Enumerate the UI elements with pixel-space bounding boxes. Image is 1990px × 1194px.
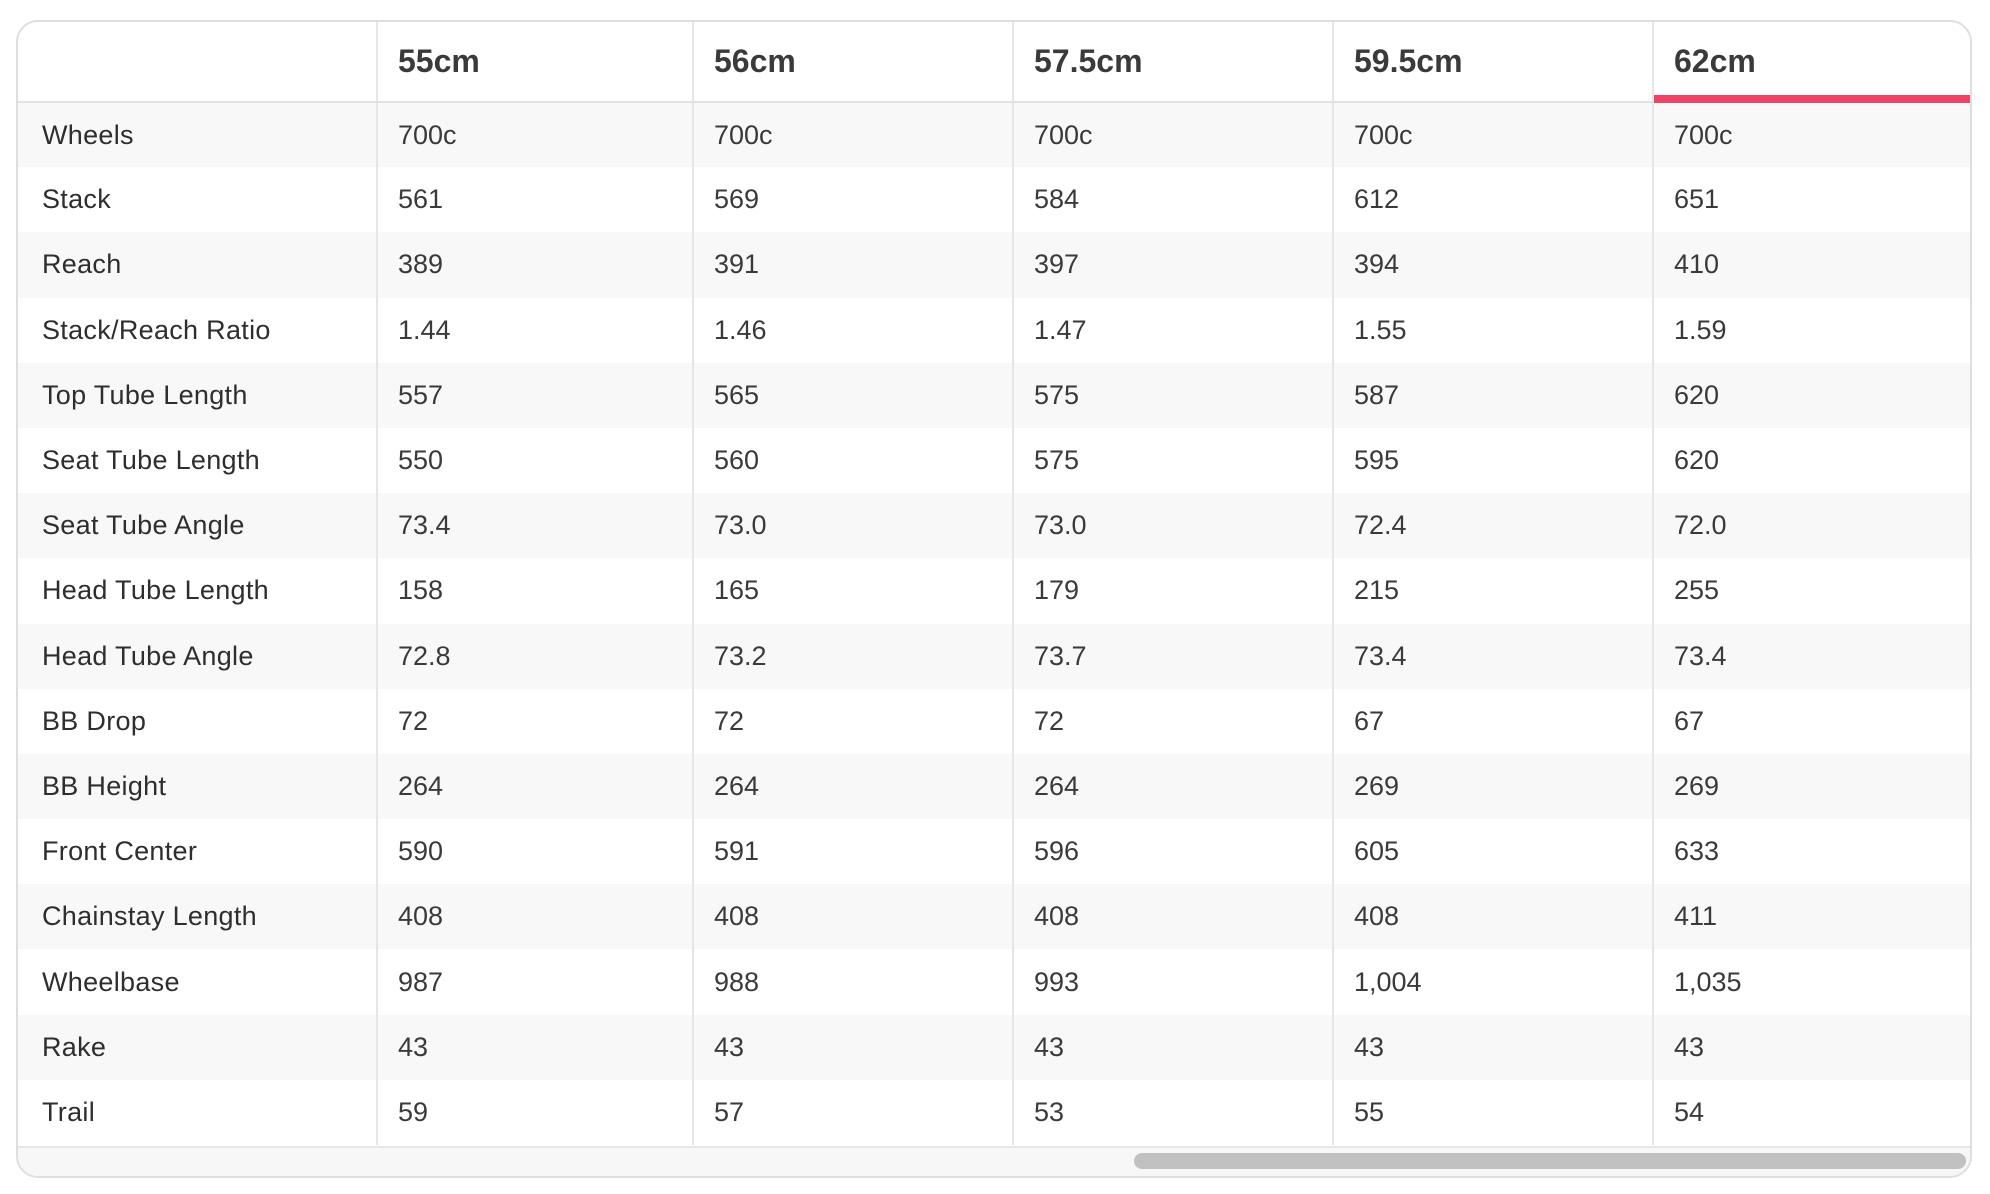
row-label: Head Tube Angle	[18, 624, 377, 689]
table-cell: 397	[1013, 232, 1333, 297]
row-label: BB Height	[18, 754, 377, 819]
table-cell: 73.2	[693, 624, 1013, 689]
table-cell: 612	[1333, 167, 1653, 232]
table-row	[18, 624, 1972, 689]
table-cell: 633	[1653, 819, 1972, 884]
table-cell: 55	[1333, 1080, 1653, 1145]
size-header-62cm-active[interactable]: 62cm	[1653, 22, 1972, 102]
table-row	[18, 493, 1972, 558]
table-row	[18, 232, 1972, 297]
table-header-row	[18, 22, 1972, 102]
table-row	[18, 819, 1972, 884]
table-cell: 993	[1013, 949, 1333, 1014]
table-cell: 73.4	[1653, 624, 1972, 689]
table-cell: 591	[693, 819, 1013, 884]
table-cell: 596	[1013, 819, 1333, 884]
table-cell: 575	[1013, 428, 1333, 493]
table-cell: 1.55	[1333, 298, 1653, 363]
table-cell: 988	[693, 949, 1013, 1014]
table-cell: 411	[1653, 884, 1972, 949]
table-cell: 255	[1653, 558, 1972, 623]
row-label: Wheels	[18, 102, 377, 167]
table-cell: 72	[1013, 689, 1333, 754]
table-cell: 575	[1013, 363, 1333, 428]
table-cell: 620	[1653, 428, 1972, 493]
table-cell: 72	[377, 689, 693, 754]
table-cell: 72.8	[377, 624, 693, 689]
table-row	[18, 689, 1972, 754]
size-header-57-5cm[interactable]: 57.5cm	[1013, 22, 1333, 102]
table-cell: 1.47	[1013, 298, 1333, 363]
size-header-56cm[interactable]: 56cm	[693, 22, 1013, 102]
table-cell: 72.4	[1333, 493, 1653, 558]
table-cell: 179	[1013, 558, 1333, 623]
table-cell: 67	[1653, 689, 1972, 754]
table-cell: 408	[693, 884, 1013, 949]
row-label: Rake	[18, 1015, 377, 1080]
row-label: Front Center	[18, 819, 377, 884]
table-row	[18, 558, 1972, 623]
table-cell: 389	[377, 232, 693, 297]
table-row	[18, 363, 1972, 428]
row-label: Stack/Reach Ratio	[18, 298, 377, 363]
geometry-table	[18, 22, 1972, 1145]
table-cell: 651	[1653, 167, 1972, 232]
table-cell: 587	[1333, 363, 1653, 428]
row-label: Head Tube Length	[18, 558, 377, 623]
table-cell: 605	[1333, 819, 1653, 884]
table-cell: 53	[1013, 1080, 1333, 1145]
table-cell: 700c	[1333, 102, 1653, 167]
table-cell: 391	[693, 232, 1013, 297]
table-cell: 1,004	[1333, 949, 1653, 1014]
table-cell: 264	[693, 754, 1013, 819]
table-cell: 43	[377, 1015, 693, 1080]
table-cell: 72	[693, 689, 1013, 754]
table-cell: 561	[377, 167, 693, 232]
row-label: Reach	[18, 232, 377, 297]
row-label: Stack	[18, 167, 377, 232]
table-cell: 269	[1653, 754, 1972, 819]
table-cell: 73.7	[1013, 624, 1333, 689]
table-row	[18, 102, 1972, 167]
table-cell: 408	[1333, 884, 1653, 949]
table-cell: 59	[377, 1080, 693, 1145]
table-cell: 73.4	[377, 493, 693, 558]
table-cell: 1.59	[1653, 298, 1972, 363]
table-cell: 158	[377, 558, 693, 623]
table-cell: 550	[377, 428, 693, 493]
geometry-table-container	[16, 20, 1972, 1178]
table-cell: 410	[1653, 232, 1972, 297]
table-cell: 1.46	[693, 298, 1013, 363]
table-cell: 73.4	[1333, 624, 1653, 689]
row-label: Trail	[18, 1080, 377, 1145]
row-label: Chainstay Length	[18, 884, 377, 949]
table-row	[18, 754, 1972, 819]
table-cell: 1.44	[377, 298, 693, 363]
table-cell: 595	[1333, 428, 1653, 493]
table-cell: 43	[693, 1015, 1013, 1080]
table-row	[18, 428, 1972, 493]
table-cell: 394	[1333, 232, 1653, 297]
table-row	[18, 298, 1972, 363]
table-cell: 215	[1333, 558, 1653, 623]
size-header-59-5cm[interactable]: 59.5cm	[1333, 22, 1653, 102]
table-cell: 165	[693, 558, 1013, 623]
table-cell: 557	[377, 363, 693, 428]
table-cell: 1,035	[1653, 949, 1972, 1014]
table-row	[18, 949, 1972, 1014]
table-body	[18, 102, 1972, 1145]
table-cell: 269	[1333, 754, 1653, 819]
table-cell: 67	[1333, 689, 1653, 754]
table-cell: 560	[693, 428, 1013, 493]
table-row	[18, 1015, 1972, 1080]
table-cell: 700c	[1013, 102, 1333, 167]
table-cell: 408	[377, 884, 693, 949]
table-cell: 43	[1013, 1015, 1333, 1080]
table-cell: 264	[377, 754, 693, 819]
table-cell: 43	[1653, 1015, 1972, 1080]
table-cell: 590	[377, 819, 693, 884]
table-cell: 584	[1013, 167, 1333, 232]
table-cell: 54	[1653, 1080, 1972, 1145]
table-cell: 73.0	[1013, 493, 1333, 558]
row-label: Seat Tube Angle	[18, 493, 377, 558]
table-row	[18, 167, 1972, 232]
table-cell: 987	[377, 949, 693, 1014]
row-label: BB Drop	[18, 689, 377, 754]
table-cell: 620	[1653, 363, 1972, 428]
table-cell: 43	[1333, 1015, 1653, 1080]
scrollbar-thumb[interactable]	[1134, 1153, 1966, 1169]
row-label: Wheelbase	[18, 949, 377, 1014]
header-corner-cell	[18, 22, 377, 102]
row-label: Top Tube Length	[18, 363, 377, 428]
table-cell: 264	[1013, 754, 1333, 819]
table-cell: 408	[1013, 884, 1333, 949]
table-cell: 700c	[693, 102, 1013, 167]
table-row	[18, 1080, 1972, 1145]
table-cell: 565	[693, 363, 1013, 428]
table-cell: 72.0	[1653, 493, 1972, 558]
row-label: Seat Tube Length	[18, 428, 377, 493]
horizontal-scrollbar[interactable]	[18, 1146, 1970, 1176]
table-cell: 700c	[377, 102, 693, 167]
table-cell: 569	[693, 167, 1013, 232]
table-cell: 57	[693, 1080, 1013, 1145]
size-header-55cm[interactable]: 55cm	[377, 22, 693, 102]
table-cell: 73.0	[693, 493, 1013, 558]
table-cell: 700c	[1653, 102, 1972, 167]
table-row	[18, 884, 1972, 949]
